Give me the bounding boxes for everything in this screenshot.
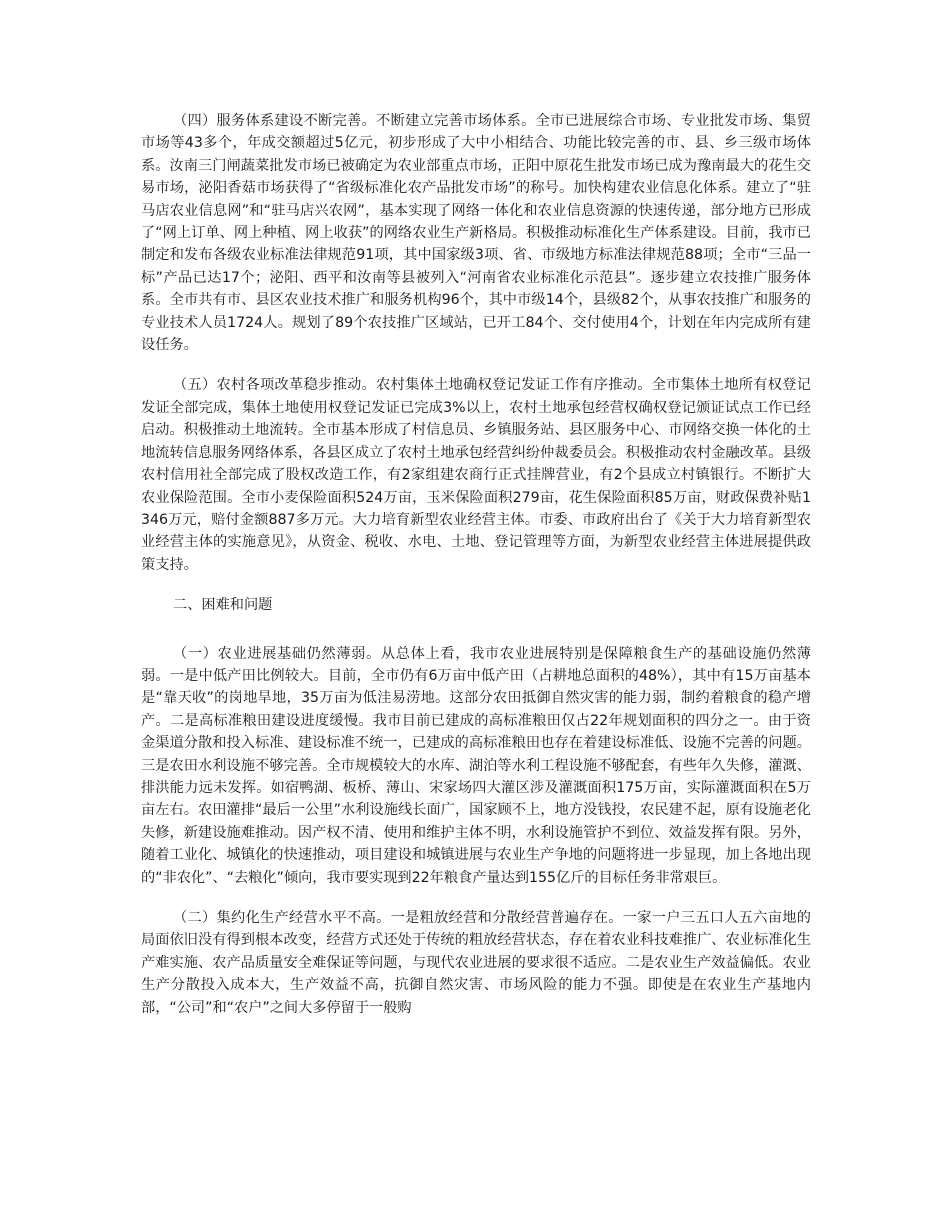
paragraph-rural-reform: （五）农村各项改革稳步推动。农村集体土地确权登记发证工作有序推动。全市集体土地所有权登记发证全部完成，集体土地使用权登记发证已完成3%以上，农村土地承包经营权确权登记颁证试点工作已经启动。积极推动土地流转。全市基本形成了村信息员、乡镇服务站、县区服务中心、市网络交换一体化的土地流转信息服务网络体系，各县区成立了农村土地承包经营纠纷仲裁委员会。积极推动农村金融改革。县级农村信用社全部完成了股权改造工作，有2家组建农商行正式挂牌营业，有2个县成立村镇银行。不断扩大农业保险范围。全市小麦保险面积524万亩，玉米保险面积279亩，花生保险面积85万亩，财政保费补贴1346万元，赔付金额887多万元。大力培育新型农业经营主体。市委、市政府出台了《关于大力培育新型农业经营主体的实施意见》，从资金、税收、水电、土地、登记管理等方面，为新型农业经营主体进展提供政策支持。 [141, 377, 811, 573]
section-heading-difficulties: 二、困难和问题 [173, 597, 273, 614]
paragraph-service-system: （四）服务体系建设不断完善。不断建立完善市场体系。全市已进展综合市场、专业批发市场、集贸市场等43多个，年成交额超过5亿元，初步形成了大中小相结合、功能比较完善的市、县、乡三级市场体系。汝南三门闸蔬菜批发市场已被确定为农业部重点市场，正阳中原花生批发市场已成为豫南最大的花生交易市场，泌阳香菇市场获得了“省级标准化农产品批发市场”的称号。加快构建农业信息化体系。建立了“驻马店农业信息网”和“驻马店兴农网”，基本实现了网络一体化和农业信息资源的快速传递，部分地方已形成了“网上订单、网上种植、网上收获”的网络农业生产新格局。积极推动标准化生产体系建设。目前，我市已制定和发布各级农业标准法律规范91项，其中国家级3项、省、市级地方标准法律规范88项；全市“三品一标”产品已达17个；泌阳、西平和汝南等县被列入“河南省农业标准化示范县”。逐步建立农技推广服务体系。全市共有市、县区农业技术推广和服务机构96个，其中市级14个，县级82个，从事农技推广和服务的专业技术人员1724人。规划了89个农技推广区域站，已开工84个、交付使用4个，计划在年内完成所有建设任务。 [141, 113, 811, 354]
paragraph-intensive-production: （二）集约化生产经营水平不高。一是粗放经营和分散经营普遍存在。一家一户三五口人五六亩地的局面依旧没有得到根本改变，经营方式还处于传统的粗放经营状态，存在着农业科技难推广、农业标准化生产难实施、农产品质量安全难保证等问题，与现代农业进展的要求很不适应。二是农业生产效益偏低。农业生产分散投入成本大，生产效益不高，抗御自然灾害、市场风险的能力不强。即使是在农业生产基地内部，“公司”和“农户”之间大多停留于一般购 [141, 910, 811, 1016]
paragraph-weak-foundation: （一）农业进展基础仍然薄弱。从总体上看，我市农业进展特别是保障粮食生产的基础设施仍然薄弱。一是中低产田比例较大。目前，全市仍有6万亩中低产田（占耕地总面积的48%），其中有15万亩基本是“靠天收”的岗地旱地，35万亩为低洼易涝地。这部分农田抵御自然灾害的能力弱，制约着粮食的稳产增产。二是高标准粮田建设进度缓慢。我市目前已建成的高标准粮田仅占22年规划面积的四分之一。由于资金渠道分散和投入标准、建设标准不统一，已建成的高标准粮田也存在着建设标准低、设施不完善的问题。三是农田水利设施不够完善。全市规模较大的水库、湖泊等水利工程设施不够配套，有些年久失修，灌溉、排洪能力远未发挥。如宿鸭湖、板桥、薄山、宋家场四大灌区涉及灌溉面积175万亩，实际灌溉面积在5万亩左右。农田灌排“最后一公里”水利设施线长面广，国家顾不上，地方没钱投，农民建不起，原有设施老化失修，新建设施难推动。因产权不清、使用和维护主体不明，水利设施管护不到位、效益发挥有限。另外，随着工业化、城镇化的快速推动，项目建设和城镇进展与农业生产争地的问题将进一步显现，加上各地出现的“非农化”、“去粮化”倾向，我市要实现到22年粮食产量达到155亿斤的目标任务非常艰巨。 [141, 645, 811, 886]
document-page [141, 110, 811, 1037]
